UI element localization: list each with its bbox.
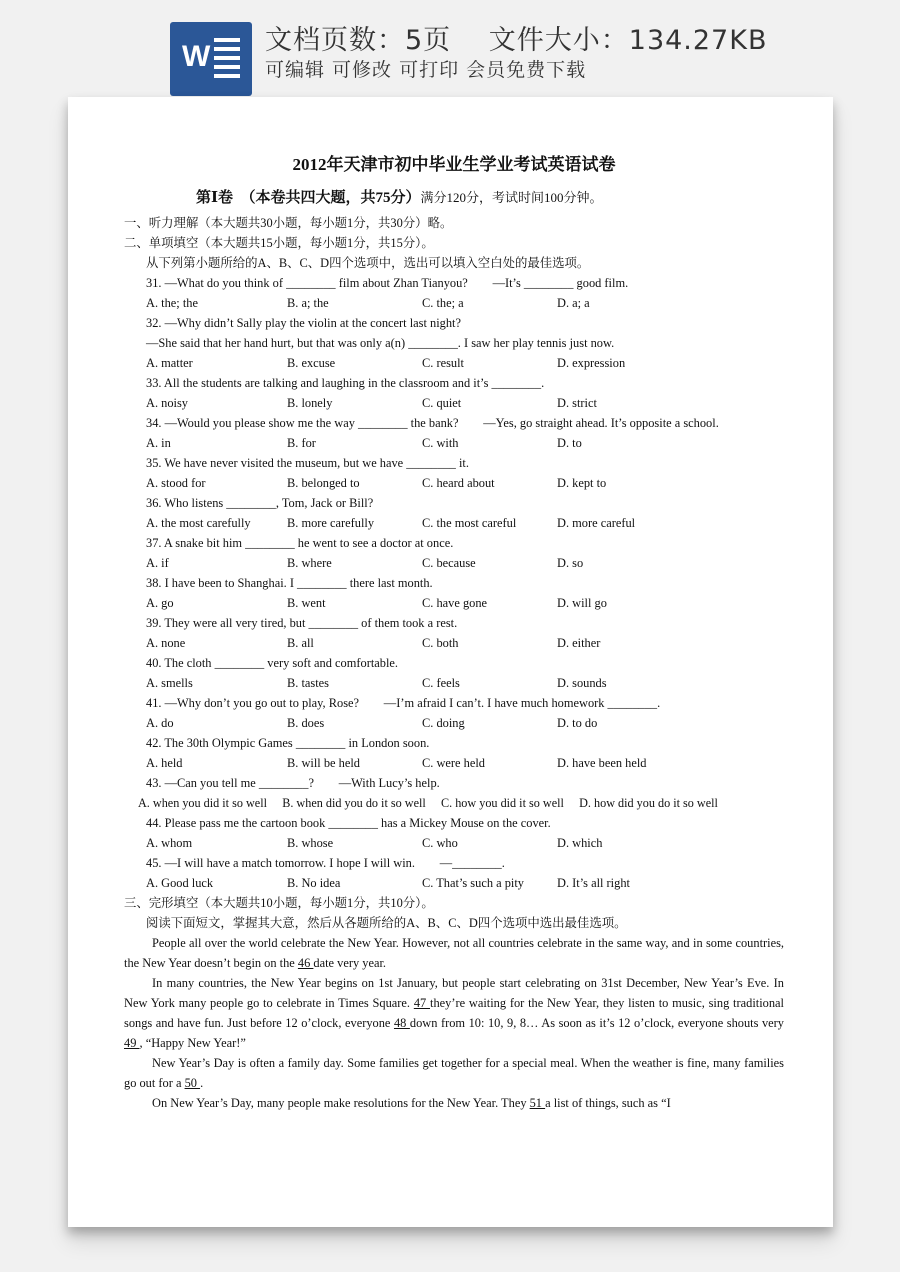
question-44-options — [124, 833, 784, 853]
word-icon-letter: W — [182, 40, 211, 73]
option-b: B. whose — [287, 836, 334, 850]
option-b: B. all — [287, 636, 314, 650]
question-31: 31. —What do you think of ________ film about Zhan Tianyou? —It’s ________ good film. — [146, 276, 629, 290]
option-c: C. because — [422, 556, 476, 570]
option-a: A. matter — [146, 356, 193, 370]
option-a: A. whom — [146, 836, 193, 850]
option-d: D. expression — [557, 356, 626, 370]
option-d: D. kept to — [557, 476, 607, 490]
option-a: A. Good luck — [146, 876, 214, 890]
option-a: A. stood for — [146, 476, 206, 490]
question-45: 45. —I will have a match tomorrow. I hope I will win. —________. — [146, 856, 505, 870]
blank-46: 46 — [297, 956, 314, 970]
option-d: D. more careful — [557, 516, 636, 530]
option-d: D. strict — [557, 396, 597, 410]
subtitle-bold: 第Ⅰ卷 （本卷共四大题，共75分） — [196, 190, 421, 206]
question-41: 41. —Why don’t you go out to play, Rose? —I’m afraid I can’t. I have much homework ________. — [146, 696, 661, 710]
option-b: B. excuse — [287, 356, 336, 370]
option-a: A. go — [146, 596, 174, 610]
question-34-options — [124, 433, 784, 453]
passage-paragraph-3: New Year’s Day is often a family day. Some families get together for a special meal. When the weather is fine, many families go out for a 50 . — [124, 1056, 784, 1090]
section-1-heading: 一、听力理解（本大题共30小题，每小题1分，共30分）略。 — [124, 216, 453, 230]
option-d: D. have been held — [557, 756, 647, 770]
blank-51: 51 — [529, 1096, 546, 1110]
section-2-instructions: 从下列第小题所给的A、B、C、D四个选项中，选出可以填入空白处的最佳选项。 — [146, 256, 590, 270]
option-a: A. do — [146, 716, 174, 730]
option-b: B. No idea — [287, 876, 341, 890]
passage-paragraph-4: On New Year’s Day, many people make resolutions for the New Year. They 51 a list of things, such as “I — [152, 1096, 671, 1110]
question-42-options — [124, 753, 784, 773]
option-b: B. does — [287, 716, 325, 730]
document-features: 可编辑 可修改 可打印 会员免费下载 — [265, 59, 587, 81]
option-b: B. for — [287, 436, 316, 450]
option-c: C. have gone — [422, 596, 488, 610]
download-banner — [0, 0, 900, 100]
question-40-options — [124, 673, 784, 693]
option-d: D. which — [557, 836, 603, 850]
question-40: 40. The cloth ________ very soft and comfortable. — [146, 656, 398, 670]
document-info: 文档页数：5页 文件大小：134.27KB — [265, 25, 768, 56]
question-44: 44. Please pass me the cartoon book ________ has a Mickey Mouse on the cover. — [146, 816, 551, 830]
blank-49: 49 — [124, 1036, 140, 1050]
question-35-options — [124, 473, 784, 493]
option-c: C. heard about — [422, 476, 495, 490]
passage-paragraph-2: In many countries, the New Year begins on 1st January, but people start celebrating on 31st December, New Year’s Eve. In New York many people go to celebrate in Times Square. 47 they’re waiting for the New Year, they listen to music, sing traditional songs and have fun. Just before 12 o’clock, everyone 48 down from 10: 10, 9, 8… As soon as it’s 12 o’clock, everyone shouts very 49 , “Happy New Year!” — [124, 976, 784, 1050]
question-41-options — [124, 713, 784, 733]
question-32: 32. —Why didn’t Sally play the violin at the concert last night? — [146, 316, 461, 330]
option-b: B. lonely — [287, 396, 333, 410]
question-34: 34. —Would you please show me the way ________ the bank? —Yes, go straight ahead. It’s opposite a school. — [146, 416, 719, 430]
document-page — [68, 97, 833, 1227]
option-c: C. feels — [422, 676, 460, 690]
section-3-instructions: 阅读下面短文，掌握其大意，然后从各题所给的A、B、C、D四个选项中选出最佳选项。 — [146, 916, 627, 930]
option-c: C. result — [422, 356, 464, 370]
option-a: A. the most carefully — [146, 516, 251, 530]
subtitle-note: 满分120分，考试时间100分钟。 — [420, 190, 603, 205]
option-d: D. sounds — [557, 676, 607, 690]
option-a: A. in — [146, 436, 171, 450]
option-b: B. belonged to — [287, 476, 360, 490]
section-2-heading: 二、单项填空（本大题共15小题，每小题1分，共15分）。 — [124, 236, 434, 250]
option-b: B. where — [287, 556, 332, 570]
question-36-options — [124, 513, 784, 533]
word-document-icon — [170, 22, 252, 96]
option-c: C. both — [422, 636, 459, 650]
paper-title: 2012年天津市初中毕业生学业考试英语试卷 — [292, 155, 616, 174]
option-c: C. were held — [422, 756, 485, 770]
option-c: C. quiet — [422, 396, 462, 410]
option-a: A. noisy — [146, 396, 188, 410]
option-c: C. the; a — [422, 296, 464, 310]
question-43: 43. —Can you tell me ________? —With Lucy’s help. — [146, 776, 440, 790]
passage-paragraph-1: People all over the world celebrate the New Year. However, not all countries celebrate in the same way, and in some countries, the New Year doesn’t begin on the 46 date very year. — [124, 936, 784, 970]
question-38: 38. I have been to Shanghai. I ________ there last month. — [146, 576, 433, 590]
question-32-options — [124, 353, 784, 373]
page-content — [124, 153, 784, 1113]
option-c: C. the most careful — [422, 516, 517, 530]
option-b: B. a; the — [287, 296, 329, 310]
option-c: C. That’s such a pity — [422, 876, 524, 890]
question-42: 42. The 30th Olympic Games ________ in London soon. — [146, 736, 430, 750]
option-d: D. a; a — [557, 296, 590, 310]
option-d: D. so — [557, 556, 584, 570]
option-c: C. with — [422, 436, 459, 450]
option-d: D. It’s all right — [557, 876, 630, 890]
blank-48: 48 — [393, 1016, 410, 1030]
question-37: 37. A snake bit him ________ he went to see a doctor at once. — [146, 536, 454, 550]
blank-47: 47 — [413, 996, 430, 1010]
section-3-heading: 三、完形填空（本大题共10小题，每小题1分，共10分）。 — [124, 896, 434, 910]
option-d: D. to — [557, 436, 582, 450]
question-32-continued: —She said that her hand hurt, but that was only a(n) ________. I saw her play tennis just now. — [146, 336, 615, 350]
question-35: 35. We have never visited the museum, but we have ________ it. — [146, 456, 469, 470]
option-a: A. held — [146, 756, 183, 770]
option-d: D. will go — [557, 596, 607, 610]
option-b: B. tastes — [287, 676, 329, 690]
option-d: D. either — [557, 636, 601, 650]
option-a: A. the; the — [146, 296, 198, 310]
question-45-options — [124, 873, 784, 893]
option-b: B. will be held — [287, 756, 360, 770]
question-33-options — [124, 393, 784, 413]
option-a: A. none — [146, 636, 186, 650]
question-39-options — [124, 633, 784, 653]
option-d: D. to do — [557, 716, 598, 730]
option-c: C. who — [422, 836, 458, 850]
question-38-options — [124, 593, 784, 613]
paper-subtitle — [196, 187, 784, 209]
option-a: A. if — [146, 556, 169, 570]
question-36: 36. Who listens ________, Tom, Jack or Bill? — [146, 496, 374, 510]
question-31-options — [124, 293, 784, 313]
question-43-options: A. when you did it so well B. when did you do it so well C. how you did it so well D. how did you do it so well — [138, 796, 718, 810]
option-a: A. smells — [146, 676, 193, 690]
blank-50: 50 — [184, 1076, 201, 1090]
option-b: B. more carefully — [287, 516, 375, 530]
question-39: 39. They were all very tired, but ________ of them took a rest. — [146, 616, 458, 630]
option-c: C. doing — [422, 716, 465, 730]
question-37-options — [124, 553, 784, 573]
question-33: 33. All the students are talking and laughing in the classroom and it’s ________. — [146, 376, 545, 390]
option-b: B. went — [287, 596, 326, 610]
